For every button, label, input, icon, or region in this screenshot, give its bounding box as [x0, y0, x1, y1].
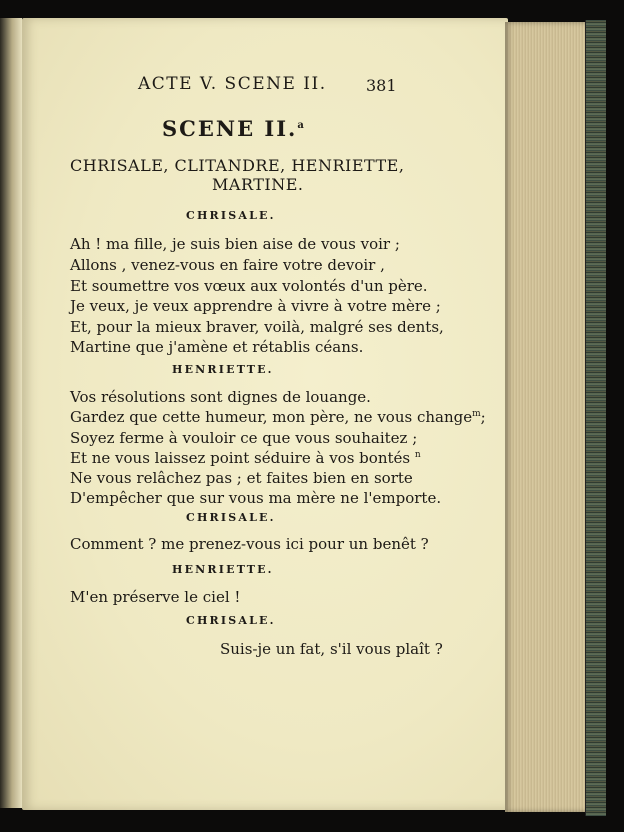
verse-line: Et soumettre vos vœux aux volontés d'un père. — [70, 277, 428, 295]
verse-line: Ne vous relâchez pas ; et faites bien en sorte — [70, 469, 413, 487]
speaker-name: CHRISALE. — [186, 511, 276, 524]
verse-line: Suis-je un fat, s'il vous plaît ? — [220, 640, 443, 658]
verse-line: Ah ! ma fille, je suis bien aise de vous voir ; — [70, 235, 400, 253]
verse-line: D'empêcher que sur vous ma mère ne l'emporte. — [70, 489, 442, 507]
speaker-name: HENRIETTE. — [172, 563, 274, 576]
verse-line: Vos résolutions sont dignes de louange. — [70, 388, 371, 406]
verse-line: Je veux, je veux apprendre à vivre à votre mère ; — [70, 297, 441, 315]
book-binding — [585, 20, 606, 816]
speaker-name: CHRISALE. — [186, 614, 276, 627]
verse-punctuation: ; — [480, 408, 486, 426]
verse-line — [70, 408, 486, 426]
footnote-marker: n — [414, 450, 421, 460]
cast-list-line: MARTINE. — [212, 175, 304, 194]
verse-line: Et, pour la mieux braver, voilà, malgré ses dents, — [70, 318, 444, 336]
verse-line — [70, 449, 421, 467]
verse-line: Allons , venez-vous en faire votre devoir , — [70, 256, 385, 274]
speaker-name: CHRISALE. — [186, 209, 276, 222]
verse-line: M'en préserve le ciel ! — [70, 588, 241, 606]
verse-text: Et ne vous laissez point séduire à vos bontés — [70, 449, 411, 467]
running-header: ACTE V. SCENE II. — [138, 74, 327, 94]
verse-text: Gardez que cette humeur, mon père, ne vous change — [70, 408, 473, 426]
verse-line: Martine que j'amène et rétablis céans. — [70, 338, 364, 356]
cast-list-line: CHRISALE, CLITANDRE, HENRIETTE, — [70, 156, 405, 175]
footnote-marker: m — [472, 409, 481, 419]
page-number: 381 — [366, 76, 397, 95]
page-fore-edge — [505, 22, 587, 812]
facing-page-edge — [0, 18, 22, 808]
speaker-name: HENRIETTE. — [172, 363, 274, 376]
scene-title — [162, 116, 306, 141]
verse-line: Comment ? me prenez-vous ici pour un benêt ? — [70, 535, 429, 553]
footnote-marker: a — [297, 120, 306, 131]
scene-title-text: SCENE II. — [162, 116, 298, 141]
verse-line: Soyez ferme à vouloir ce que vous souhaitez ; — [70, 429, 418, 447]
